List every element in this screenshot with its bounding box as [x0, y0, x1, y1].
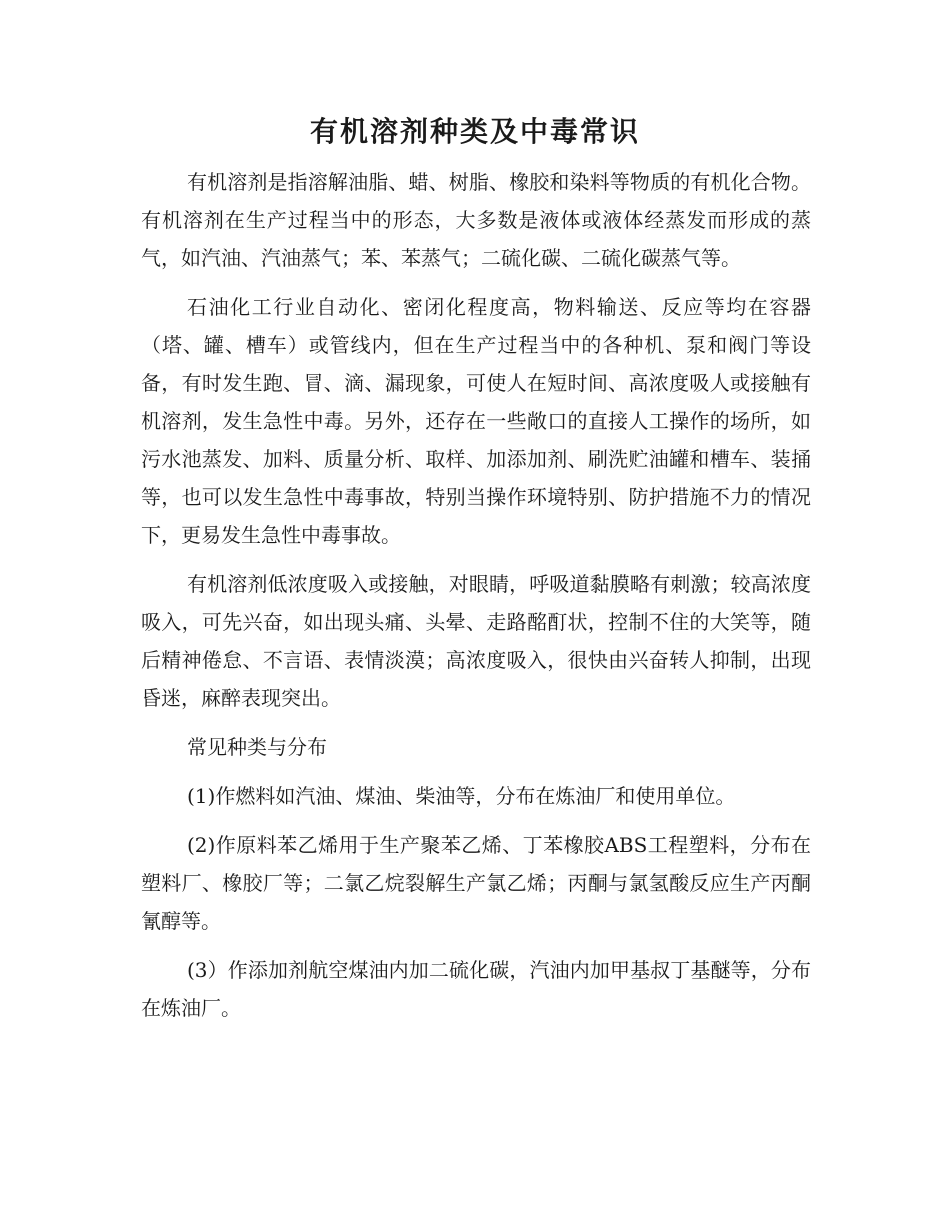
list-item-raw-material: (2)作原料苯乙烯用于生产聚苯乙烯、丁苯橡胶ABS工程塑料，分布在塑料厂、橡胶厂等；二氯乙烷裂解生产氯乙烯；丙酮与氯氢酸反应生产丙酮氰醇等。 [141, 833, 811, 933]
document-body [141, 163, 811, 1038]
list-item-additive: (3）作添加剂航空煤油内加二硫化碳，汽油内加甲基叔丁基醚等，分布在炼油厂。 [141, 958, 811, 1020]
list-item-fuel: (1)作燃料如汽油、煤油、柴油等，分布在炼油厂和使用单位。 [187, 784, 736, 808]
paragraph-exposure: 石油化工行业自动化、密闭化程度高，物料输送、反应等均在容器（塔、罐、槽车）或管线内，但在生产过程当中的各种机、泵和阀门等设备，有时发生跑、冒、滴、漏现象，可使人在短时间、高浓度吸人或接触有机溶剂，发生急性中毒。另外，还存在一些敞口的直接人工操作的场所，如污水池蒸发、加料、质量分析、取样、加添加剂、刷洗贮油罐和槽车、装捅等，也可以发生急性中毒事故，特别当操作环境特别、防护措施不力的情况下，更易发生急性中毒事故。 [141, 295, 811, 547]
section-heading-types: 常见种类与分布 [187, 735, 327, 759]
paragraph-symptoms: 有机溶剂低浓度吸入或接触，对眼睛，呼吸道黏膜略有刺激；较高浓度吸入，可先兴奋，如出现头痛、头晕、走路酩酊状，控制不住的大笑等，随后精神倦怠、不言语、表情淡漠；高浓度吸入，很快由兴奋转人抑制，出现昏迷，麻醉表现突出。 [141, 572, 811, 710]
document-title: 有机溶剂种类及中毒常识 [309, 115, 640, 148]
paragraph-definition: 有机溶剂是指溶解油脂、蜡、树脂、橡胶和染料等物质的有机化合物。有机溶剂在生产过程当中的形态，大多数是液体或液体经蒸发而形成的蒸气，如汽油、汽油蒸气；苯、苯蒸气；二硫化碳、二硫化碳蒸气等。 [141, 170, 811, 270]
